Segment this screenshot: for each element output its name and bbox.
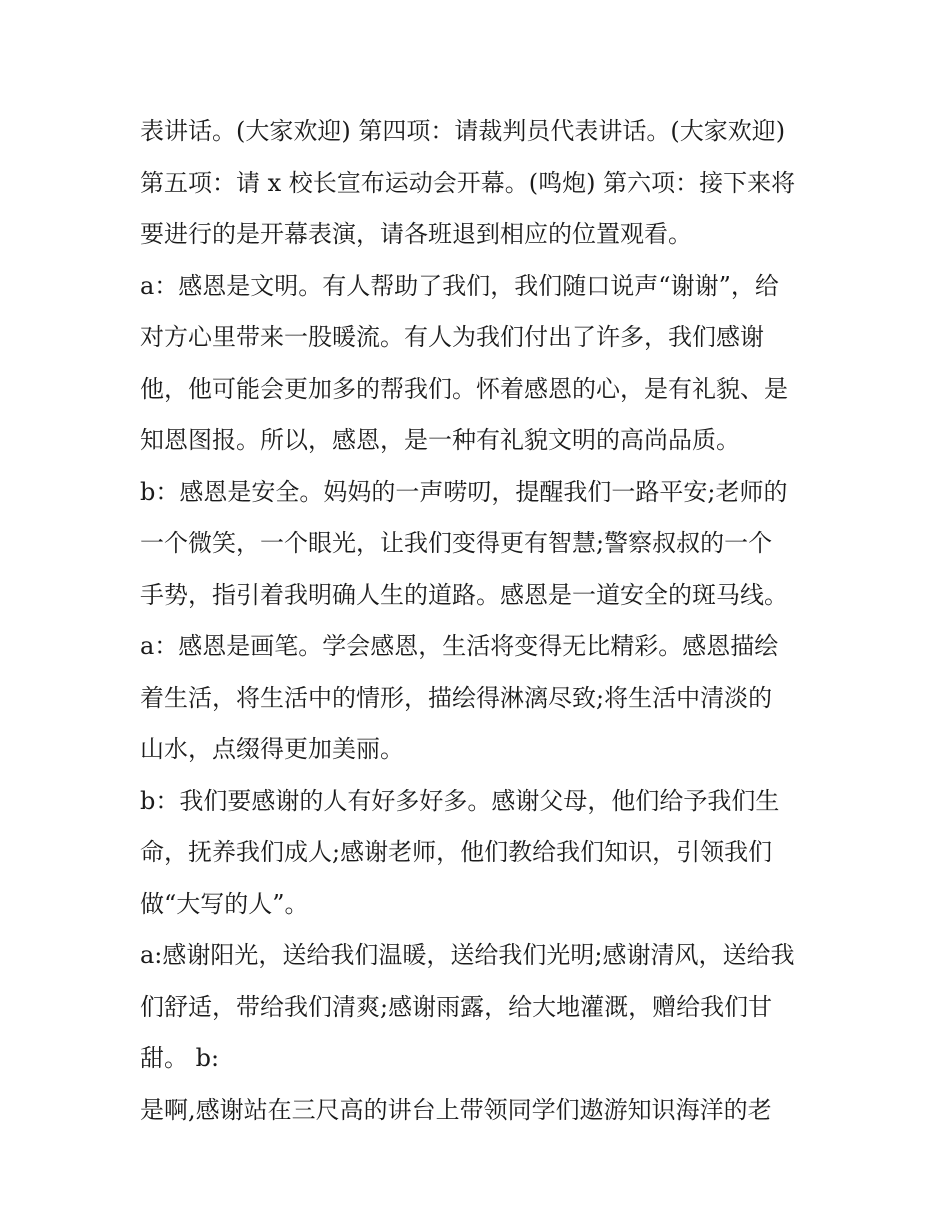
text-line: 一个微笑，一个眼光，让我们变得更有智慧;警察叔叔的一个 <box>140 529 773 557</box>
text-line: 知恩图报。所以，感恩，是一种有礼貌文明的高尚品质。 <box>140 426 740 454</box>
text-line: 是啊,感谢站在三尺高的讲台上带领同学们遨游知识海洋的老 <box>140 1095 772 1124</box>
text-line: 要进行的是开幕表演，请各班退到相应的位置观看。 <box>140 220 692 248</box>
text-line: 做“大写的人”。 <box>140 889 309 918</box>
text-line: 手势，指引着我明确人生的道路。感恩是一道安全的斑马线。 <box>140 580 788 609</box>
text-line: 第五项：请 x 校长宣布运动会开幕。(鸣炮) 第六项：接下来将 <box>140 168 796 197</box>
text-line: b：我们要感谢的人有好多好多。感谢父母，他们给予我们生 <box>140 786 780 815</box>
document-body <box>140 106 820 1136</box>
text-line: a：感恩是文明。有人帮助了我们，我们随口说声“谢谢”，给 <box>140 271 779 300</box>
text-line: 山水，点缀得更加美丽。 <box>140 735 404 763</box>
text-line: 他，他可能会更加多的帮我们。怀着感恩的心，是有礼貌、是 <box>140 374 788 403</box>
text-line: 对方心里带来一股暖流。有人为我们付出了许多，我们感谢 <box>140 323 764 351</box>
text-line: 表讲话。(大家欢迎) 第四项：请裁判员代表讲话。(大家欢迎) <box>140 117 786 145</box>
text-line: a:感谢阳光，送给我们温暖，送给我们光明;感谢清风，送给我 <box>140 941 795 969</box>
text-line: b：感恩是安全。妈妈的一声唠叨，提醒我们一路平安;老师的 <box>140 477 788 506</box>
text-line: 们舒适，带给我们清爽;感谢雨露，给大地灌溉，赠给我们甘 <box>140 992 773 1021</box>
text-line: 着生活，将生活中的情形，描绘得淋漓尽致;将生活中清淡的 <box>140 683 773 712</box>
text-line: 命，抚养我们成人;感谢老师，他们教给我们知识，引领我们 <box>140 838 773 866</box>
text-line: a：感恩是画笔。学会感恩，生活将变得无比精彩。感恩描绘 <box>140 632 779 660</box>
text-line: 甜。 b: <box>140 1044 220 1072</box>
